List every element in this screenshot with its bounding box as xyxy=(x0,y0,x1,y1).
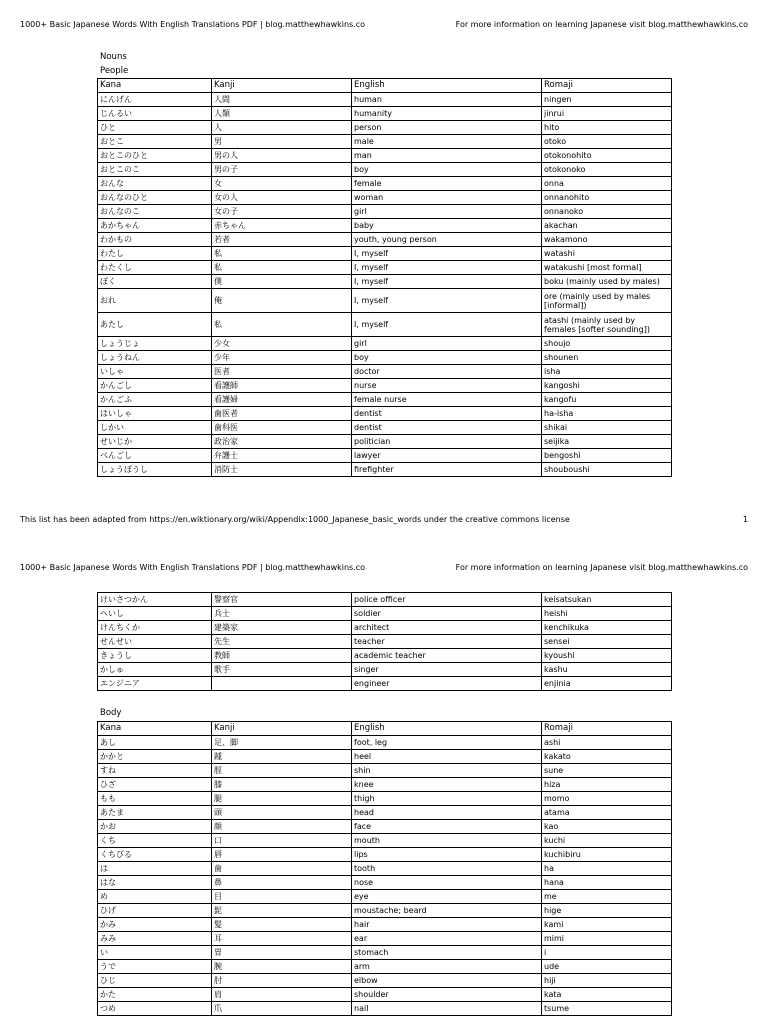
english-cell: man xyxy=(352,149,542,163)
table-row xyxy=(98,219,672,233)
kanji-cell: 唇 xyxy=(212,848,352,862)
kana-cell: ひざ xyxy=(98,778,212,792)
kanji-cell: 男の子 xyxy=(212,163,352,177)
english-cell: person xyxy=(352,121,542,135)
english-cell: foot, leg xyxy=(352,736,542,750)
page-2 xyxy=(0,546,768,1024)
english-cell: politician xyxy=(352,435,542,449)
kana-cell: おとこ xyxy=(98,135,212,149)
english-cell: architect xyxy=(352,621,542,635)
english-cell: doctor xyxy=(352,365,542,379)
english-cell: lawyer xyxy=(352,449,542,463)
kana-cell: おれ xyxy=(98,289,212,313)
english-cell: moustache; beard xyxy=(352,904,542,918)
table-row xyxy=(98,289,672,313)
kanji-cell: 警察官 xyxy=(212,593,352,607)
english-cell: boy xyxy=(352,163,542,177)
table-row xyxy=(98,904,672,918)
kana-cell: へいし xyxy=(98,607,212,621)
kanji-cell: 女の子 xyxy=(212,205,352,219)
kanji-cell: 私 xyxy=(212,261,352,275)
column-header-kana: Kana xyxy=(98,79,212,93)
kanji-cell: 少女 xyxy=(212,337,352,351)
english-cell: thigh xyxy=(352,792,542,806)
table-row xyxy=(98,918,672,932)
kana-cell: じんるい xyxy=(98,107,212,121)
kanji-cell: 政治家 xyxy=(212,435,352,449)
table-row xyxy=(98,421,672,435)
english-cell: elbow xyxy=(352,974,542,988)
kanji-cell: 歯医者 xyxy=(212,407,352,421)
english-cell: baby xyxy=(352,219,542,233)
people-table-continued xyxy=(97,592,672,691)
kana-cell: べんごし xyxy=(98,449,212,463)
kana-cell: め xyxy=(98,890,212,904)
kana-cell: かた xyxy=(98,988,212,1002)
romaji-cell: ore (mainly used by males [informal]) xyxy=(542,289,672,313)
romaji-cell: onna xyxy=(542,177,672,191)
english-cell: tooth xyxy=(352,862,542,876)
table-row xyxy=(98,351,672,365)
kana-cell: すね xyxy=(98,764,212,778)
table-row xyxy=(98,988,672,1002)
table-row xyxy=(98,449,672,463)
table-row xyxy=(98,177,672,191)
romaji-cell: kuchi xyxy=(542,834,672,848)
table-row xyxy=(98,93,672,107)
kana-cell: い xyxy=(98,946,212,960)
column-header-kana: Kana xyxy=(98,722,212,736)
kanji-cell xyxy=(212,677,352,691)
kanji-cell: 建築家 xyxy=(212,621,352,635)
table-row xyxy=(98,890,672,904)
english-cell: hair xyxy=(352,918,542,932)
kana-cell: かんごふ xyxy=(98,393,212,407)
english-cell: engineer xyxy=(352,677,542,691)
table-row xyxy=(98,463,672,477)
kanji-cell: 若者 xyxy=(212,233,352,247)
kanji-cell: 爪 xyxy=(212,1002,352,1016)
kana-cell: わたし xyxy=(98,247,212,261)
kana-cell: せんせい xyxy=(98,635,212,649)
english-cell: face xyxy=(352,820,542,834)
romaji-cell: hige xyxy=(542,904,672,918)
column-header-kanji: Kanji xyxy=(212,79,352,93)
kanji-cell: 僕 xyxy=(212,275,352,289)
kanji-cell: 男 xyxy=(212,135,352,149)
kanji-cell: 歯科医 xyxy=(212,421,352,435)
kana-cell: みみ xyxy=(98,932,212,946)
romaji-cell: kuchibiru xyxy=(542,848,672,862)
kana-cell: はな xyxy=(98,876,212,890)
table-row xyxy=(98,663,672,677)
romaji-cell: kata xyxy=(542,988,672,1002)
english-cell: mouth xyxy=(352,834,542,848)
kanji-cell: 教師 xyxy=(212,649,352,663)
kanji-cell: 肘 xyxy=(212,974,352,988)
people-table xyxy=(97,78,672,477)
romaji-cell: ude xyxy=(542,960,672,974)
english-cell: male xyxy=(352,135,542,149)
romaji-cell: otokonoko xyxy=(542,163,672,177)
english-cell: stomach xyxy=(352,946,542,960)
kanji-cell: 踵 xyxy=(212,750,352,764)
english-cell: shoulder xyxy=(352,988,542,1002)
english-cell: head xyxy=(352,806,542,820)
table-row xyxy=(98,778,672,792)
kanji-cell: 女の人 xyxy=(212,191,352,205)
romaji-cell: bengoshi xyxy=(542,449,672,463)
romaji-cell: shikai xyxy=(542,421,672,435)
kana-cell: うで xyxy=(98,960,212,974)
english-cell: nose xyxy=(352,876,542,890)
column-header-kanji: Kanji xyxy=(212,722,352,736)
kana-cell: おんな xyxy=(98,177,212,191)
english-cell: ear xyxy=(352,932,542,946)
kanji-cell: 腿 xyxy=(212,792,352,806)
kanji-cell: 目 xyxy=(212,890,352,904)
kanji-cell: 俺 xyxy=(212,289,352,313)
kana-cell: はいしゃ xyxy=(98,407,212,421)
kana-cell: しょうねん xyxy=(98,351,212,365)
kanji-cell: 足、脚 xyxy=(212,736,352,750)
kanji-cell: 男の人 xyxy=(212,149,352,163)
english-cell: I, myself xyxy=(352,261,542,275)
kana-cell: いしゃ xyxy=(98,365,212,379)
table-row xyxy=(98,407,672,421)
romaji-cell: akachan xyxy=(542,219,672,233)
romaji-cell: shounen xyxy=(542,351,672,365)
english-cell: lips xyxy=(352,848,542,862)
romaji-cell: me xyxy=(542,890,672,904)
romaji-cell: kangofu xyxy=(542,393,672,407)
table-row xyxy=(98,163,672,177)
table-row xyxy=(98,379,672,393)
section-heading-people: People xyxy=(100,66,129,76)
kana-cell: しょうじょ xyxy=(98,337,212,351)
table-row xyxy=(98,820,672,834)
kanji-cell: 弁護士 xyxy=(212,449,352,463)
romaji-cell: tsume xyxy=(542,1002,672,1016)
english-cell: girl xyxy=(352,205,542,219)
english-cell: I, myself xyxy=(352,275,542,289)
table-row xyxy=(98,261,672,275)
table-row xyxy=(98,876,672,890)
table-row xyxy=(98,960,672,974)
table-header-row xyxy=(98,722,672,736)
english-cell: humanity xyxy=(352,107,542,121)
kanji-cell: 脛 xyxy=(212,764,352,778)
page-number: 1 xyxy=(742,515,748,524)
english-cell: dentist xyxy=(352,421,542,435)
table-row xyxy=(98,121,672,135)
kana-cell: は xyxy=(98,862,212,876)
romaji-cell: hito xyxy=(542,121,672,135)
page-footer-source: This list has been adapted from https://en.wiktionary.org/wiki/Appendix:1000_Japanese_basic_words under the creative commons license xyxy=(20,515,570,524)
kanji-cell: 顔 xyxy=(212,820,352,834)
english-cell: knee xyxy=(352,778,542,792)
kanji-cell: 髪 xyxy=(212,918,352,932)
kana-cell: かみ xyxy=(98,918,212,932)
kana-cell: ひと xyxy=(98,121,212,135)
kana-cell: ぼく xyxy=(98,275,212,289)
column-header-english: English xyxy=(352,722,542,736)
english-cell: singer xyxy=(352,663,542,677)
english-cell: boy xyxy=(352,351,542,365)
kanji-cell: 看護婦 xyxy=(212,393,352,407)
romaji-cell: ningen xyxy=(542,93,672,107)
english-cell: soldier xyxy=(352,607,542,621)
romaji-cell: boku (mainly used by males) xyxy=(542,275,672,289)
romaji-cell: jinrui xyxy=(542,107,672,121)
kanji-cell: 歯 xyxy=(212,862,352,876)
romaji-cell: hana xyxy=(542,876,672,890)
kana-cell: くち xyxy=(98,834,212,848)
table-row xyxy=(98,205,672,219)
table-row xyxy=(98,107,672,121)
romaji-cell: kami xyxy=(542,918,672,932)
kanji-cell: 女 xyxy=(212,177,352,191)
english-cell: girl xyxy=(352,337,542,351)
table-row xyxy=(98,677,672,691)
romaji-cell: mimi xyxy=(542,932,672,946)
kana-cell: かんごし xyxy=(98,379,212,393)
table-row xyxy=(98,247,672,261)
english-cell: female xyxy=(352,177,542,191)
kanji-cell: 頭 xyxy=(212,806,352,820)
kanji-cell: 消防士 xyxy=(212,463,352,477)
table-row xyxy=(98,806,672,820)
kana-cell: けんちくか xyxy=(98,621,212,635)
kanji-cell: 人 xyxy=(212,121,352,135)
table-row xyxy=(98,946,672,960)
romaji-cell: isha xyxy=(542,365,672,379)
kana-cell: しかい xyxy=(98,421,212,435)
kana-cell: わかもの xyxy=(98,233,212,247)
romaji-cell: atama xyxy=(542,806,672,820)
kana-cell: しょうぼうし xyxy=(98,463,212,477)
table-row xyxy=(98,393,672,407)
english-cell: I, myself xyxy=(352,289,542,313)
kanji-cell: 医者 xyxy=(212,365,352,379)
kana-cell: エンジニア xyxy=(98,677,212,691)
romaji-cell: kashu xyxy=(542,663,672,677)
kana-cell: おんなのひと xyxy=(98,191,212,205)
page-header-title: 1000+ Basic Japanese Words With English Translations PDF | blog.matthewhawkins.co xyxy=(20,20,366,29)
english-cell: shin xyxy=(352,764,542,778)
english-cell: firefighter xyxy=(352,463,542,477)
kanji-cell: 先生 xyxy=(212,635,352,649)
romaji-cell: wakamono xyxy=(542,233,672,247)
kana-cell: おとこのこ xyxy=(98,163,212,177)
romaji-cell: momo xyxy=(542,792,672,806)
column-header-english: English xyxy=(352,79,542,93)
romaji-cell: watashi xyxy=(542,247,672,261)
kana-cell: かしゅ xyxy=(98,663,212,677)
kanji-cell: 人類 xyxy=(212,107,352,121)
english-cell: nurse xyxy=(352,379,542,393)
kana-cell: わたくし xyxy=(98,261,212,275)
table-row xyxy=(98,337,672,351)
column-header-romaji: Romaji xyxy=(542,722,672,736)
kanji-cell: 腕 xyxy=(212,960,352,974)
table-row xyxy=(98,848,672,862)
kanji-cell: 看護師 xyxy=(212,379,352,393)
table-row xyxy=(98,932,672,946)
table-row xyxy=(98,764,672,778)
table-row xyxy=(98,1002,672,1016)
column-header-romaji: Romaji xyxy=(542,79,672,93)
table-row xyxy=(98,736,672,750)
romaji-cell: ha xyxy=(542,862,672,876)
table-row xyxy=(98,313,672,337)
romaji-cell: sune xyxy=(542,764,672,778)
romaji-cell: onnanoko xyxy=(542,205,672,219)
kana-cell: おんなのこ xyxy=(98,205,212,219)
kana-cell: かかと xyxy=(98,750,212,764)
table-row xyxy=(98,365,672,379)
kanji-cell: 私 xyxy=(212,313,352,337)
kanji-cell: 膝 xyxy=(212,778,352,792)
romaji-cell: hiza xyxy=(542,778,672,792)
kanji-cell: 耳 xyxy=(212,932,352,946)
romaji-cell: seijika xyxy=(542,435,672,449)
romaji-cell: ashi xyxy=(542,736,672,750)
english-cell: I, myself xyxy=(352,247,542,261)
english-cell: arm xyxy=(352,960,542,974)
table-row xyxy=(98,149,672,163)
english-cell: woman xyxy=(352,191,542,205)
romaji-cell: keisatsukan xyxy=(542,593,672,607)
kanji-cell: 兵士 xyxy=(212,607,352,621)
romaji-cell: otoko xyxy=(542,135,672,149)
kana-cell: つめ xyxy=(98,1002,212,1016)
page-header-info: For more information on learning Japanese visit blog.matthewhawkins.co xyxy=(455,563,748,572)
english-cell: female nurse xyxy=(352,393,542,407)
kana-cell: ひげ xyxy=(98,904,212,918)
kana-cell: けいさつかん xyxy=(98,593,212,607)
section-heading-body: Body xyxy=(100,708,122,718)
romaji-cell: sensei xyxy=(542,635,672,649)
body-table xyxy=(97,721,672,1016)
romaji-cell: kakato xyxy=(542,750,672,764)
english-cell: human xyxy=(352,93,542,107)
table-row xyxy=(98,593,672,607)
english-cell: heel xyxy=(352,750,542,764)
table-row xyxy=(98,649,672,663)
romaji-cell: ha-isha xyxy=(542,407,672,421)
kana-cell: おとこのひと xyxy=(98,149,212,163)
kanji-cell: 私 xyxy=(212,247,352,261)
kana-cell: きょうし xyxy=(98,649,212,663)
kana-cell: かお xyxy=(98,820,212,834)
english-cell: youth, young person xyxy=(352,233,542,247)
kanji-cell: 口 xyxy=(212,834,352,848)
table-row xyxy=(98,750,672,764)
kanji-cell: 鼻 xyxy=(212,876,352,890)
english-cell: eye xyxy=(352,890,542,904)
english-cell: nail xyxy=(352,1002,542,1016)
romaji-cell: i xyxy=(542,946,672,960)
kanji-cell: 胃 xyxy=(212,946,352,960)
kana-cell: せいじか xyxy=(98,435,212,449)
table-row xyxy=(98,191,672,205)
english-cell: police officer xyxy=(352,593,542,607)
romaji-cell: enjinia xyxy=(542,677,672,691)
category-heading: Nouns xyxy=(100,52,127,62)
kanji-cell: 肩 xyxy=(212,988,352,1002)
kana-cell: くちびる xyxy=(98,848,212,862)
romaji-cell: onnanohito xyxy=(542,191,672,205)
kanji-cell: 髭 xyxy=(212,904,352,918)
kanji-cell: 少年 xyxy=(212,351,352,365)
table-row xyxy=(98,834,672,848)
kana-cell: あたま xyxy=(98,806,212,820)
english-cell: I, myself xyxy=(352,313,542,337)
romaji-cell: kao xyxy=(542,820,672,834)
kana-cell: にんげん xyxy=(98,93,212,107)
romaji-cell: heishi xyxy=(542,607,672,621)
table-row xyxy=(98,974,672,988)
table-row xyxy=(98,135,672,149)
romaji-cell: kyoushi xyxy=(542,649,672,663)
kana-cell: あかちゃん xyxy=(98,219,212,233)
romaji-cell: kangoshi xyxy=(542,379,672,393)
kanji-cell: 歌手 xyxy=(212,663,352,677)
table-row xyxy=(98,635,672,649)
kana-cell: ひじ xyxy=(98,974,212,988)
romaji-cell: hiji xyxy=(542,974,672,988)
romaji-cell: kenchikuka xyxy=(542,621,672,635)
english-cell: teacher xyxy=(352,635,542,649)
kanji-cell: 人間 xyxy=(212,93,352,107)
english-cell: academic teacher xyxy=(352,649,542,663)
table-row xyxy=(98,792,672,806)
kana-cell: あし xyxy=(98,736,212,750)
table-row xyxy=(98,275,672,289)
table-row xyxy=(98,621,672,635)
english-cell: dentist xyxy=(352,407,542,421)
romaji-cell: otokonohito xyxy=(542,149,672,163)
romaji-cell: shouboushi xyxy=(542,463,672,477)
romaji-cell: watakushi [most formal] xyxy=(542,261,672,275)
table-row xyxy=(98,607,672,621)
table-row xyxy=(98,233,672,247)
table-row xyxy=(98,862,672,876)
page-header-info: For more information on learning Japanese visit blog.matthewhawkins.co xyxy=(455,20,748,29)
table-row xyxy=(98,435,672,449)
table-header-row xyxy=(98,79,672,93)
kana-cell: もも xyxy=(98,792,212,806)
page-header-title: 1000+ Basic Japanese Words With English Translations PDF | blog.matthewhawkins.co xyxy=(20,563,366,572)
romaji-cell: atashi (mainly used by females [softer sounding]) xyxy=(542,313,672,337)
romaji-cell: shoujo xyxy=(542,337,672,351)
kana-cell: あたし xyxy=(98,313,212,337)
kanji-cell: 赤ちゃん xyxy=(212,219,352,233)
